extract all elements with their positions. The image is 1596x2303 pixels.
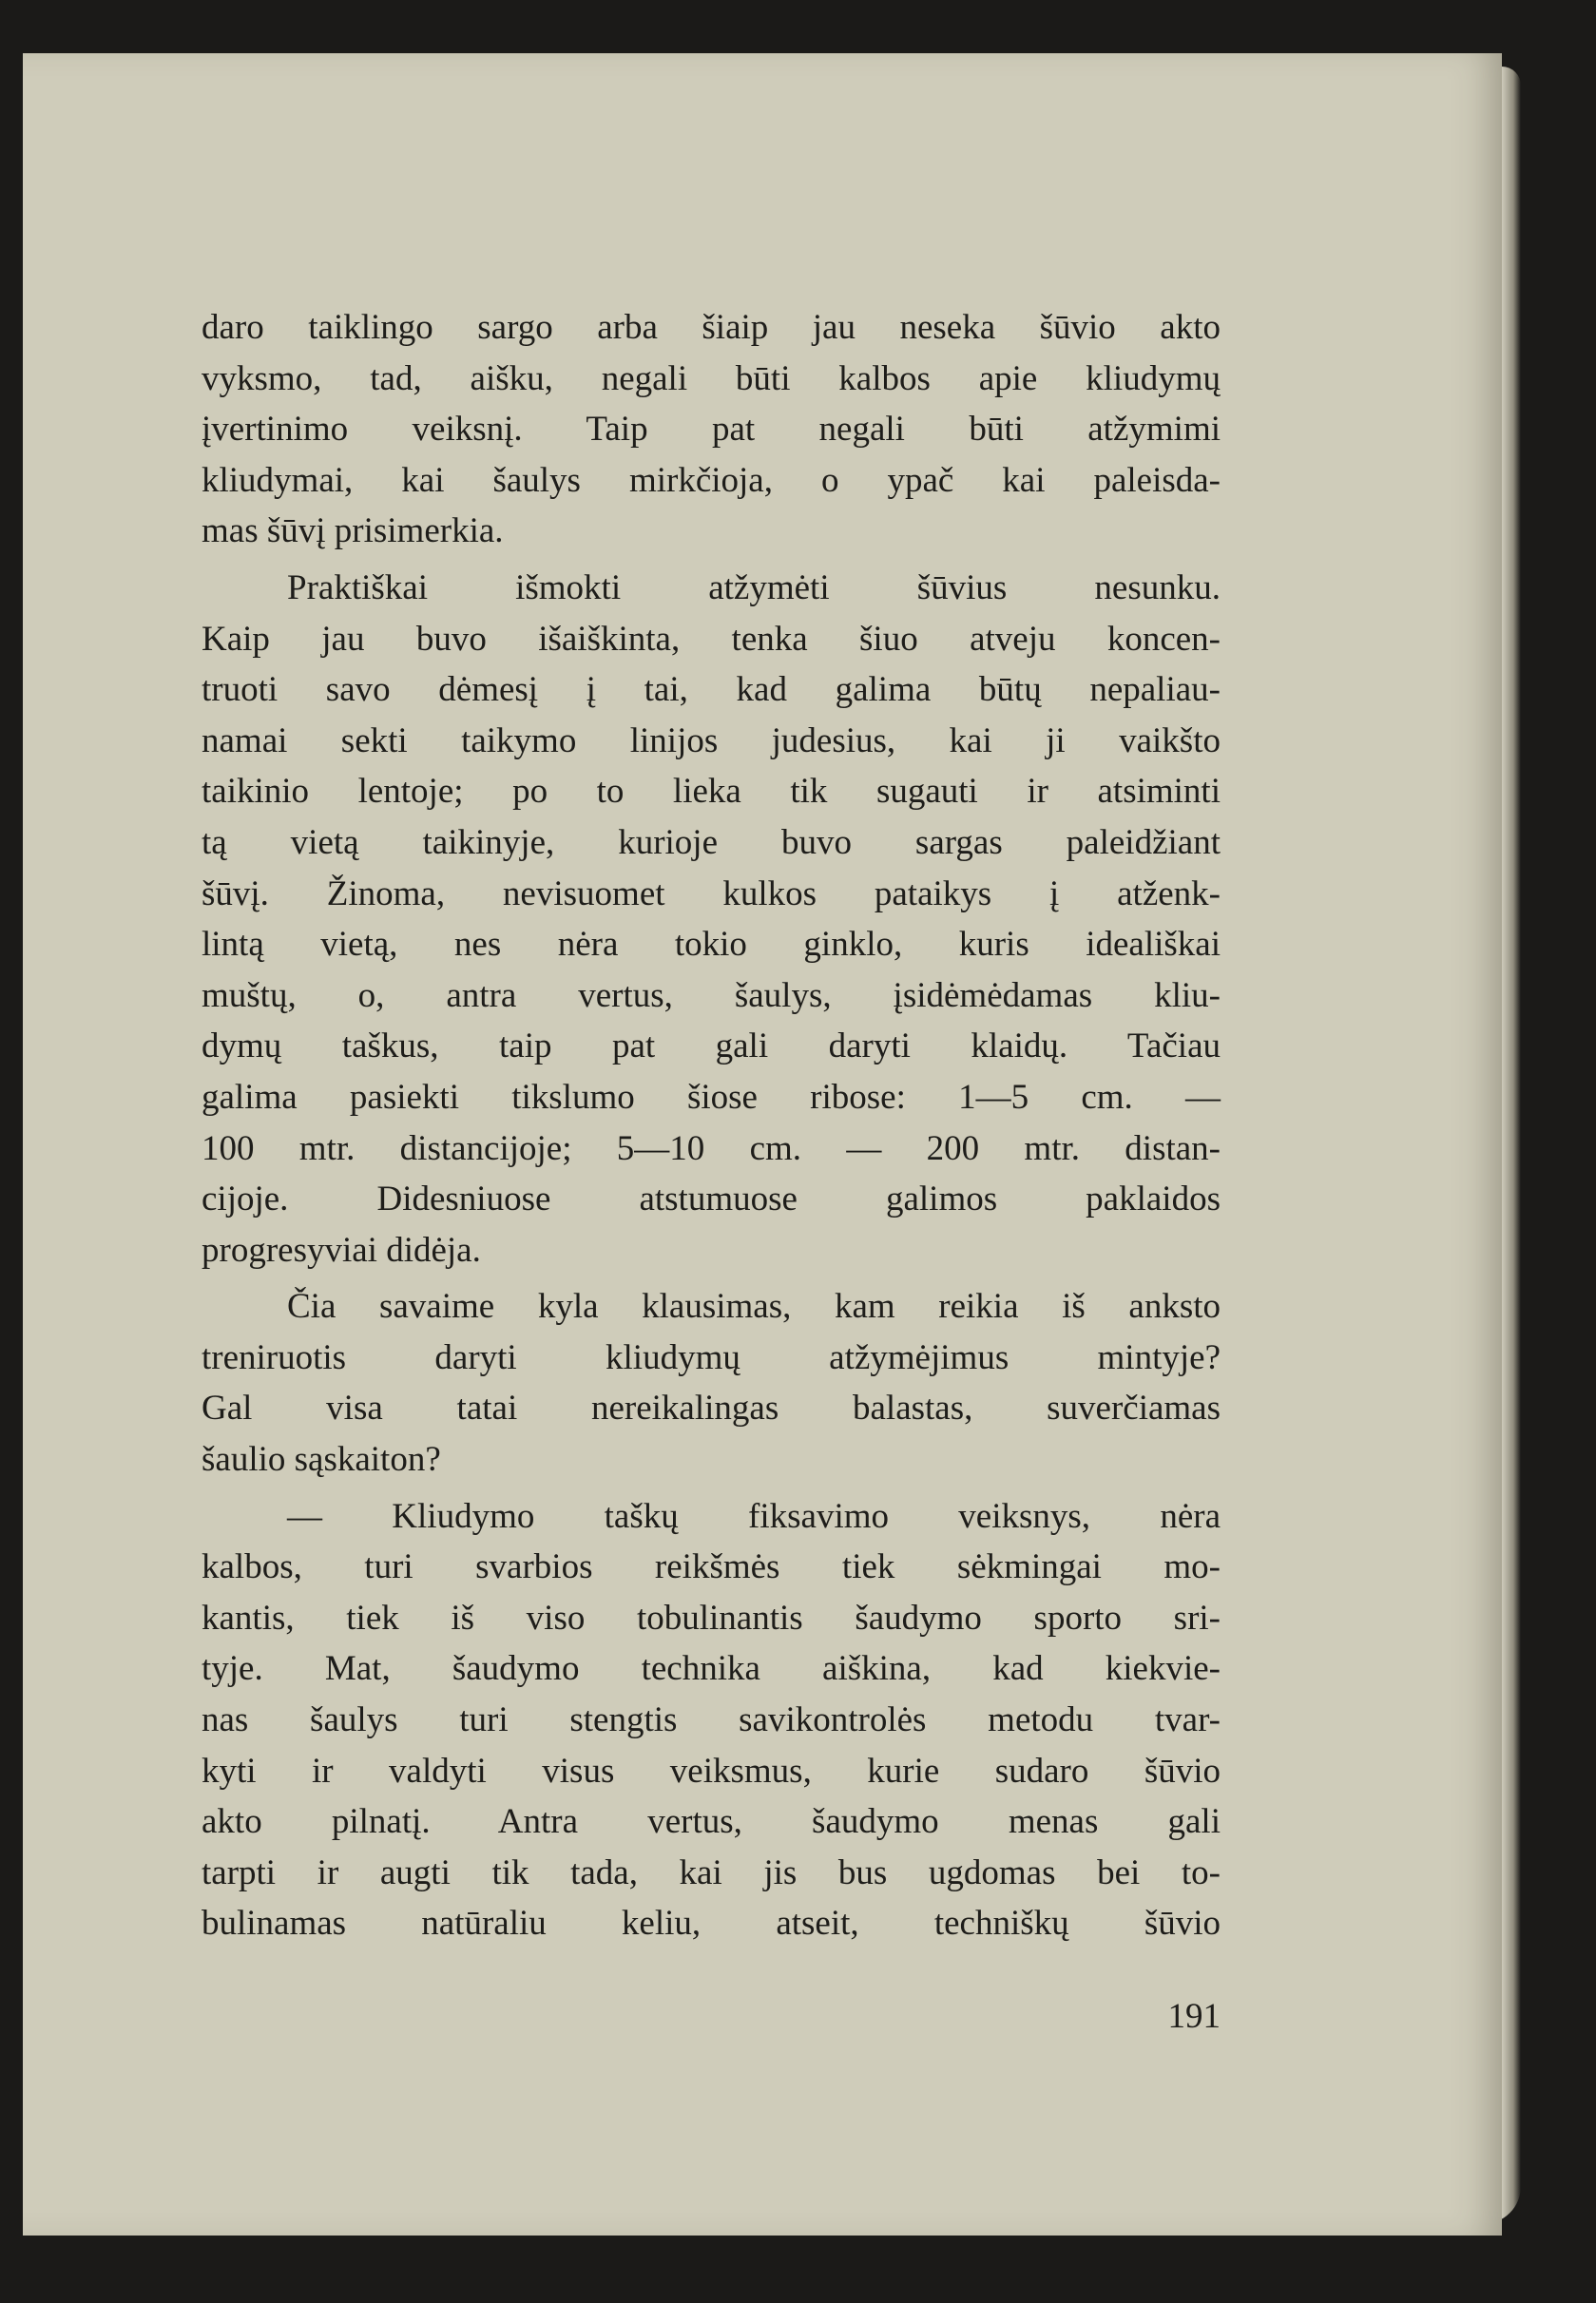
text-line: Kaip jau buvo išaiškinta, tenka šiuo atveju koncen-: [202, 619, 1221, 659]
paragraph: [202, 1281, 1221, 1485]
text-line: akto pilnatį. Antra vertus, šaudymo menas gali: [202, 1802, 1221, 1842]
text-line: — Kliudymo taškų fiksavimo veiksnys, nėra: [287, 1496, 1221, 1536]
text-line: bulinamas natūraliu keliu, atseit, techniškų šūvio: [202, 1904, 1221, 1944]
paragraph: [202, 302, 1221, 557]
text-line: tą vietą taikinyje, kurioje buvo sargas paleidžiant: [202, 822, 1221, 862]
text-line: daro taiklingo sargo arba šiaip jau neseka šūvio akto: [202, 308, 1221, 347]
text-line: įvertinimo veiksnį. Taip pat negali būti atžymimi: [202, 410, 1221, 450]
text-line: šaulio sąskaiton?: [202, 1440, 441, 1480]
text-line: galima pasiekti tikslumo šiose ribose: 1—5 cm. —: [202, 1077, 1221, 1117]
text-line: namai sekti taikymo linijos judesius, kai ji vaikšto: [202, 720, 1221, 760]
text-line: lintą vietą, nes nėra tokio ginklo, kuris ideališkai: [202, 925, 1221, 965]
text-line: 100 mtr. distancijoje; 5—10 cm. — 200 mtr. distan-: [202, 1128, 1221, 1168]
paragraph: [202, 563, 1221, 1276]
text-line: dymų taškus, taip pat gali daryti klaidų. Tačiau: [202, 1027, 1221, 1066]
text-line: kalbos, turi svarbios reikšmės tiek sėkmingai mo-: [202, 1547, 1221, 1587]
text-line: Praktiškai išmokti atžymėti šūvius nesunku.: [287, 567, 1221, 607]
text-line: mas šūvį prisimerkia.: [202, 511, 504, 551]
text-line: kantis, tiek iš viso tobulinantis šaudymo sporto sri-: [202, 1598, 1221, 1638]
text-line: nas šaulys turi stengtis savikontrolės metodu tvar-: [202, 1700, 1221, 1740]
text-line: taikinio lentoje; po to lieka tik sugauti ir atsiminti: [202, 772, 1221, 812]
text-line: progresyviai didėja.: [202, 1230, 481, 1270]
text-line: cijoje. Didesniuose atstumuose galimos paklaidos: [202, 1180, 1221, 1219]
text-line: Čia savaime kyla klausimas, kam reikia iš anksto: [287, 1287, 1221, 1327]
text-line: treniruotis daryti kliudymų atžymėjimus mintyje?: [202, 1337, 1221, 1377]
paragraph: [202, 1491, 1221, 1949]
page-number: 191: [1167, 1997, 1221, 2036]
text-line: truoti savo dėmesį į tai, kad galima būtų nepaliau-: [202, 670, 1221, 710]
text-line: kyti ir valdyti visus veiksmus, kurie sudaro šūvio: [202, 1751, 1221, 1791]
text-line: kliudymai, kai šaulys mirkčioja, o ypač kai paleisda-: [202, 460, 1221, 500]
text-line: Gal visa tatai nereikalingas balastas, suverčiamas: [202, 1389, 1221, 1429]
text-line: tarpti ir augti tik tada, kai jis bus ugdomas bei to-: [202, 1852, 1221, 1892]
text-line: tyje. Mat, šaudymo technika aiškina, kad kiekvie-: [202, 1649, 1221, 1689]
text-line: muštų, o, antra vertus, šaulys, įsidėmėdamas kliu-: [202, 975, 1221, 1015]
body-text: [202, 302, 1221, 1955]
text-line: šūvį. Žinoma, nevisuomet kulkos pataikys į atženk-: [202, 873, 1221, 913]
text-line: vyksmo, tad, aišku, negali būti kalbos apie kliudymų: [202, 358, 1221, 398]
